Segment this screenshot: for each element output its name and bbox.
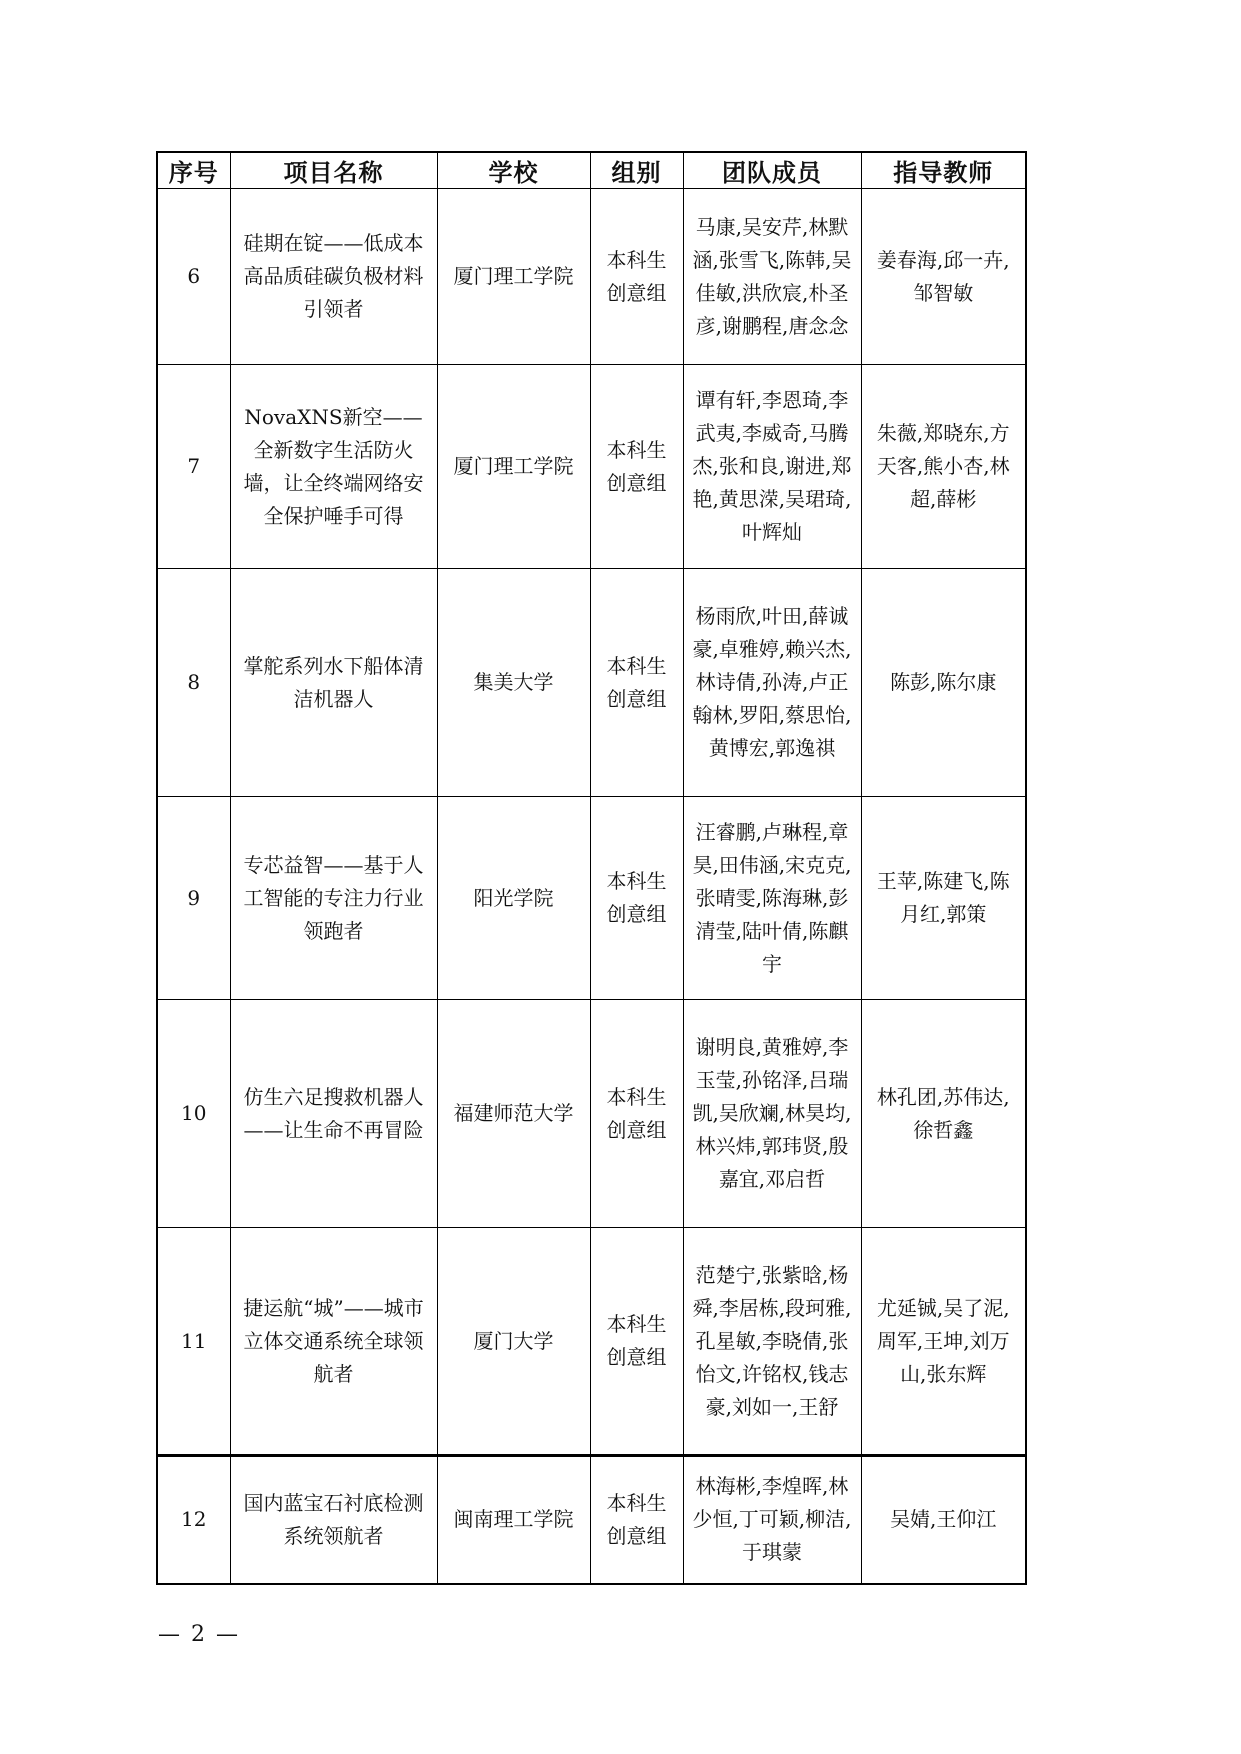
members-cell: 谢明良,黄雅婷,李玉莹,孙铭泽,吕瑞凯,吴欣斓,林昊均,林兴炜,郭玮贤,殷嘉宜,邓启哲: [683, 1000, 861, 1228]
seq-cell: 11: [157, 1228, 230, 1456]
advisors-cell: 王苹,陈建飞,陈月红,郭策: [861, 797, 1026, 1000]
seq-cell: 7: [157, 365, 230, 569]
advisors-cell: 尤延铖,吴了泥,周军,王坤,刘万山,张东辉: [861, 1228, 1026, 1456]
seq-cell: 9: [157, 797, 230, 1000]
school-cell: 厦门理工学院: [437, 189, 590, 365]
header-school: 学校: [437, 152, 590, 189]
members-cell: 汪睿鹏,卢琳程,章昊,田伟涵,宋克克,张晴雯,陈海琳,彭清莹,陆叶倩,陈麒宇: [683, 797, 861, 1000]
school-cell: 阳光学院: [437, 797, 590, 1000]
header-members: 团队成员: [683, 152, 861, 189]
group-cell: 本科生创意组: [590, 1000, 683, 1228]
members-cell: 林海彬,李煌晖,林少恒,丁可颖,柳洁,于琪蒙: [683, 1456, 861, 1584]
school-cell: 福建师范大学: [437, 1000, 590, 1228]
advisors-cell: 姜春海,邱一卉,邹智敏: [861, 189, 1026, 365]
members-cell: 范楚宁,张紫晗,杨舜,李居栋,段珂雅,孔星敏,李晓倩,张怡文,许铭权,钱志豪,刘如一,王舒: [683, 1228, 861, 1456]
group-cell: 本科生创意组: [590, 1228, 683, 1456]
group-cell: 本科生创意组: [590, 1456, 683, 1584]
school-cell: 集美大学: [437, 569, 590, 797]
header-project: 项目名称: [230, 152, 437, 189]
table-row: [157, 797, 1026, 1000]
project-cell: 捷运航“城”——城市立体交通系统全球领航者: [230, 1228, 437, 1456]
project-cell: 仿生六足搜救机器人——让生命不再冒险: [230, 1000, 437, 1228]
group-cell: 本科生创意组: [590, 569, 683, 797]
table-row: [157, 1000, 1026, 1228]
members-cell: 马康,吴安芹,林默涵,张雪飞,陈韩,吴佳敏,洪欣宸,朴圣彦,谢鹏程,唐念念: [683, 189, 861, 365]
advisors-cell: 吴婧,王仰江: [861, 1456, 1026, 1584]
header-group: 组别: [590, 152, 683, 189]
advisors-cell: 陈彭,陈尔康: [861, 569, 1026, 797]
school-cell: 厦门大学: [437, 1228, 590, 1456]
group-cell: 本科生创意组: [590, 797, 683, 1000]
project-cell: 掌舵系列水下船体清洁机器人: [230, 569, 437, 797]
table-row: [157, 189, 1026, 365]
advisors-cell: 林孔团,苏伟达,徐哲鑫: [861, 1000, 1026, 1228]
group-cell: 本科生创意组: [590, 365, 683, 569]
project-cell: NovaXNS新空——全新数字生活防火墙，让全终端网络安全保护唾手可得: [230, 365, 437, 569]
table-header-row: [157, 152, 1026, 189]
seq-cell: 10: [157, 1000, 230, 1228]
seq-cell: 8: [157, 569, 230, 797]
school-cell: 厦门理工学院: [437, 365, 590, 569]
table-row: [157, 1456, 1026, 1584]
table-row: [157, 365, 1026, 569]
project-cell: 硅期在锭——低成本高品质硅碳负极材料引领者: [230, 189, 437, 365]
project-cell: 国内蓝宝石衬底检测系统领航者: [230, 1456, 437, 1584]
award-table: [156, 151, 1027, 1585]
members-cell: 杨雨欣,叶田,薛诚豪,卓雅婷,赖兴杰,林诗倩,孙涛,卢正翰林,罗阳,蔡思怡,黄博宏,郭逸祺: [683, 569, 861, 797]
page-number: — 2 —: [158, 1622, 240, 1647]
project-cell: 专芯益智——基于人工智能的专注力行业领跑者: [230, 797, 437, 1000]
group-cell: 本科生创意组: [590, 189, 683, 365]
school-cell: 闽南理工学院: [437, 1456, 590, 1584]
header-advisors: 指导教师: [861, 152, 1026, 189]
table-row: [157, 569, 1026, 797]
advisors-cell: 朱薇,郑晓东,方天客,熊小杏,林超,薛彬: [861, 365, 1026, 569]
header-seq: 序号: [157, 152, 230, 189]
table-row: [157, 1228, 1026, 1456]
seq-cell: 12: [157, 1456, 230, 1584]
seq-cell: 6: [157, 189, 230, 365]
members-cell: 谭有轩,李恩琦,李武夷,李威奇,马腾杰,张和良,谢进,郑艳,黄思溁,吴珺琦,叶辉灿: [683, 365, 861, 569]
